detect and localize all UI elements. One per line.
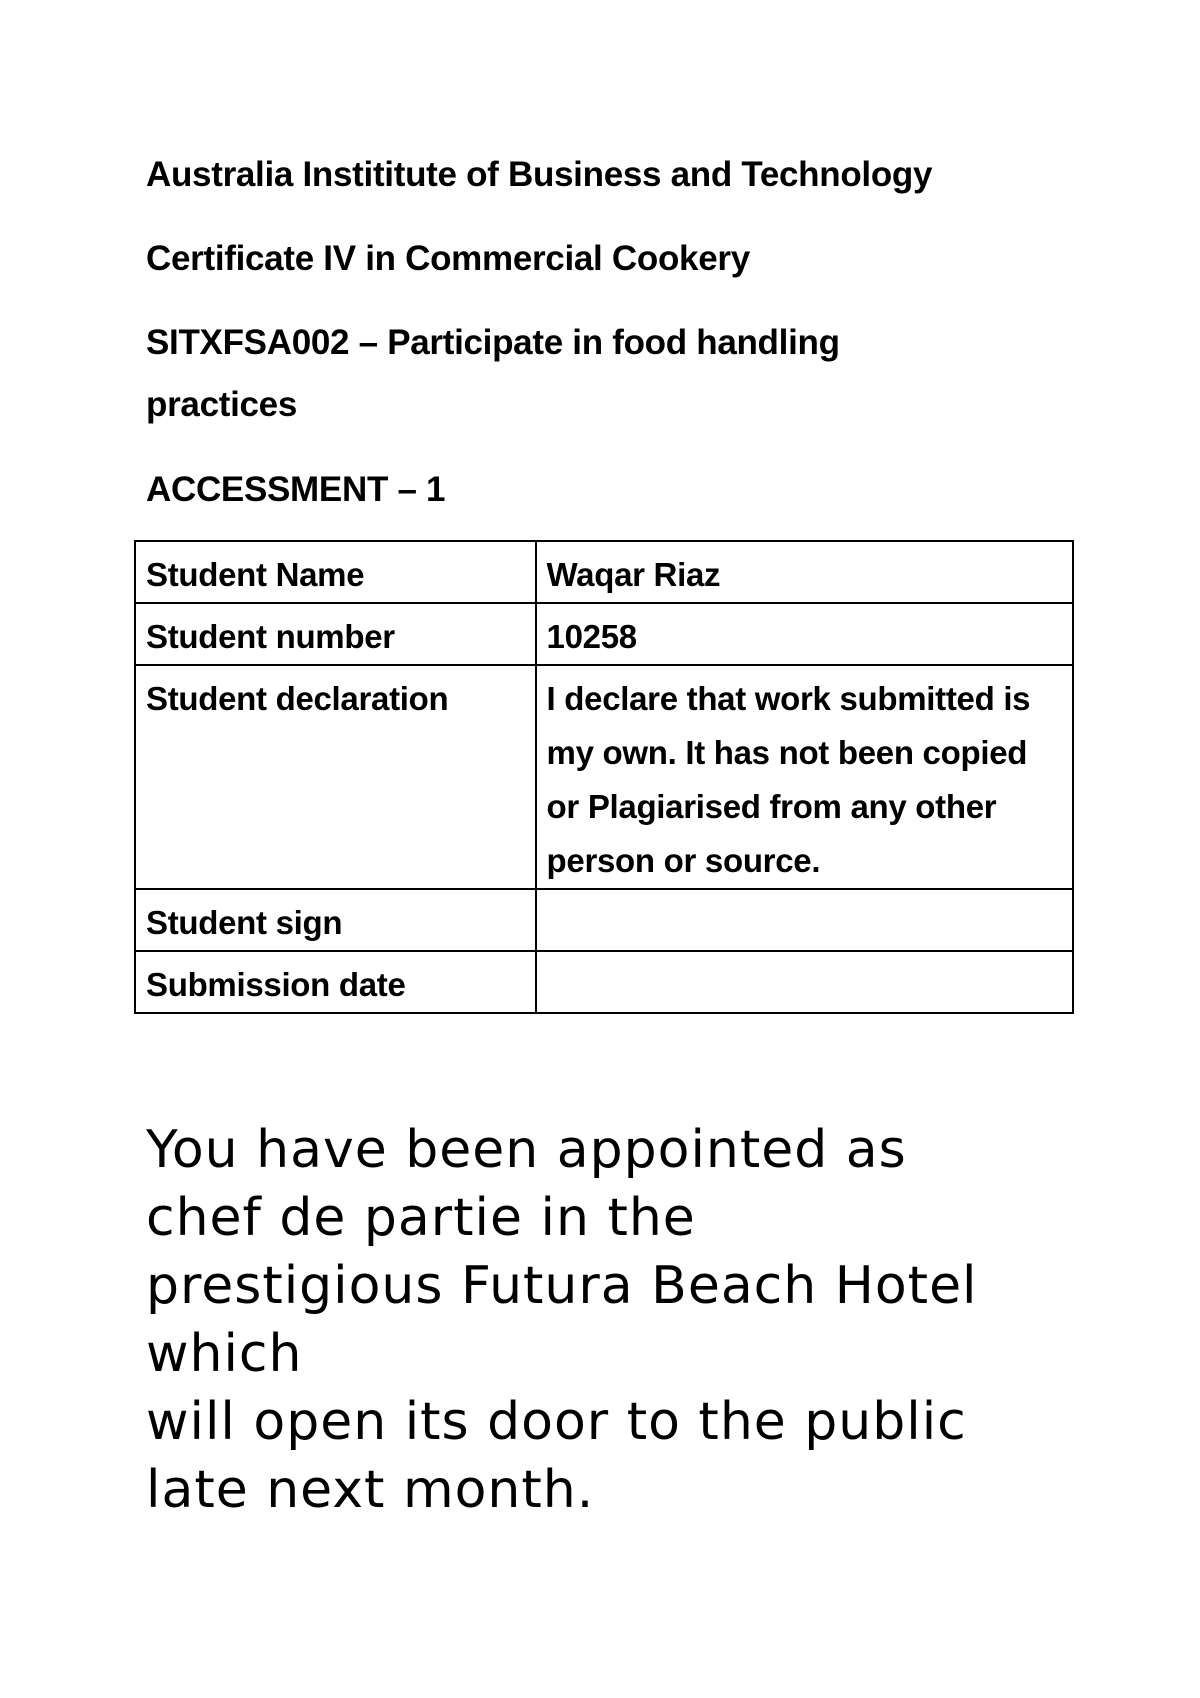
table-row-submission-date: [135, 951, 1073, 1013]
student-number-label: Student number: [135, 603, 536, 665]
student-name-label: Student Name: [135, 541, 536, 603]
intro-paragraph: [146, 1116, 1106, 1524]
intro-line: late next month.: [146, 1460, 595, 1520]
table-row-student-sign: [135, 889, 1073, 951]
student-name-value: Waqar Riaz: [536, 541, 1073, 603]
intro-line: chef de partie in the: [146, 1188, 696, 1248]
student-sign-value: [536, 889, 1073, 951]
unit-title: SITXFSA002 – Participate in food handling practices: [146, 323, 840, 424]
intro-line: which: [146, 1324, 303, 1384]
student-info-table: [134, 540, 1074, 1014]
assessment-title: ACCESSMENT – 1: [146, 470, 446, 509]
submission-date-label: Submission date: [135, 951, 536, 1013]
intro-line: You have been appointed as: [146, 1120, 907, 1180]
submission-date-value: [536, 951, 1073, 1013]
student-declaration-label: Student declaration: [135, 665, 536, 889]
table-row-student-name: [135, 541, 1073, 603]
intro-line: will open its door to the public: [146, 1392, 967, 1452]
student-sign-label: Student sign: [135, 889, 536, 951]
table-row-student-number: [135, 603, 1073, 665]
student-number-value: 10258: [536, 603, 1073, 665]
student-declaration-value: I declare that work submitted is my own. It has not been copied or Plagiarised from any other person or source.: [536, 665, 1073, 889]
intro-line: prestigious Futura Beach Hotel: [146, 1256, 978, 1316]
certificate-title: Certificate IV in Commercial Cookery: [146, 239, 750, 278]
table-row-student-declaration: [135, 665, 1073, 889]
institute-title: Australia Instititute of Business and Technology: [146, 155, 933, 194]
